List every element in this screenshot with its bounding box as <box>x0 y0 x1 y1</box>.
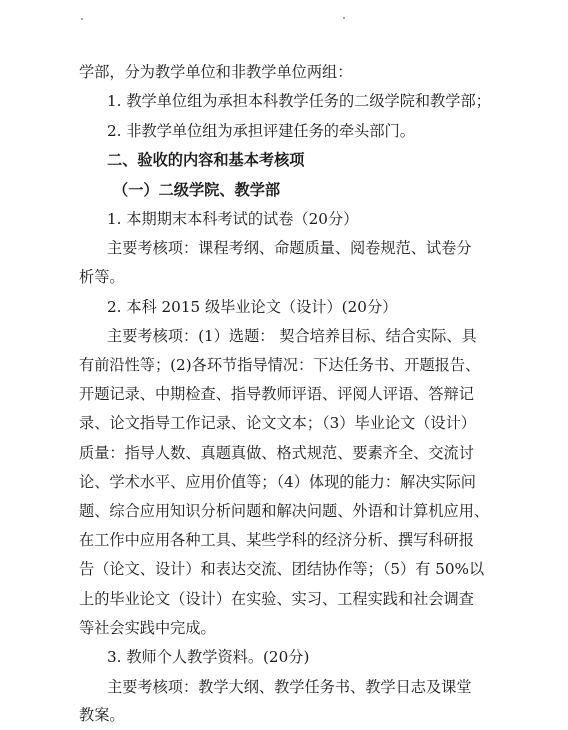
paragraph-line: 论、学术水平、应用价值等；（4）体现的能力：解决实际问 <box>79 473 476 491</box>
paragraph-line: 主要考核项：课程考纲、命题质量、阅卷规范、试卷分 <box>107 239 472 257</box>
subsection-heading: （一）二级学院、教学部 <box>113 181 281 199</box>
paragraph-line: 录、论文指导工作记录、论文文本；（3）毕业论文（设计） <box>79 414 476 432</box>
text-line: 学部，分为教学单位和非教学单位两组： <box>79 63 353 81</box>
paragraph-line: 主要考核项：教学大纲、教学任务书、教学日志及课堂 <box>107 678 472 696</box>
scan-speck <box>343 17 345 19</box>
section-heading: 二、验收的内容和基本考核项 <box>107 151 305 169</box>
list-item-1: 1. 教学单位组为承担本科教学任务的二级学院和教学部； <box>107 92 491 110</box>
paragraph-line: 开题记录、中期检查、指导教师评语、评阅人评语、答辩记 <box>79 385 474 403</box>
paragraph-line: 告（论文、设计）和表达交流、团结协作等；（5）有 50%以 <box>79 560 485 578</box>
paragraph-line: 教案。 <box>79 706 125 724</box>
list-item-2: 2. 非教学单位组为承担评建任务的牵头部门。 <box>107 122 415 140</box>
scan-speck <box>81 18 83 20</box>
paragraph-line: 等社会实践中完成。 <box>79 619 216 637</box>
paragraph-line: 主要考核项：(1）选题： 契合培养目标、结合实际、具 <box>107 327 477 345</box>
paragraph-line: 质量：指导人数、真题真做、格式规范、要素齐全、交流讨 <box>79 444 474 462</box>
item-heading: 2. 本科 2015 级毕业论文（设计）(20分） <box>107 298 398 316</box>
paragraph-line: 有前沿性等；(2)各环节指导情况：下达任务书、开题报告、 <box>79 356 481 374</box>
item-heading: 3. 教师个人教学资料。(20分) <box>107 648 310 666</box>
item-heading: 1. 本期期末本科考试的试卷（20分） <box>107 210 359 228</box>
paragraph-line: 析等。 <box>79 268 125 286</box>
paragraph-line: 题、综合应用知识分析问题和解决问题、外语和计算机应用、 <box>79 502 490 520</box>
paragraph-line: 在工作中应用各种工具、某些学科的经济分析、撰写科研报 <box>79 531 474 549</box>
paragraph-line: 上的毕业论文（设计）在实验、实习、工程实践和社会调查 <box>79 590 474 608</box>
